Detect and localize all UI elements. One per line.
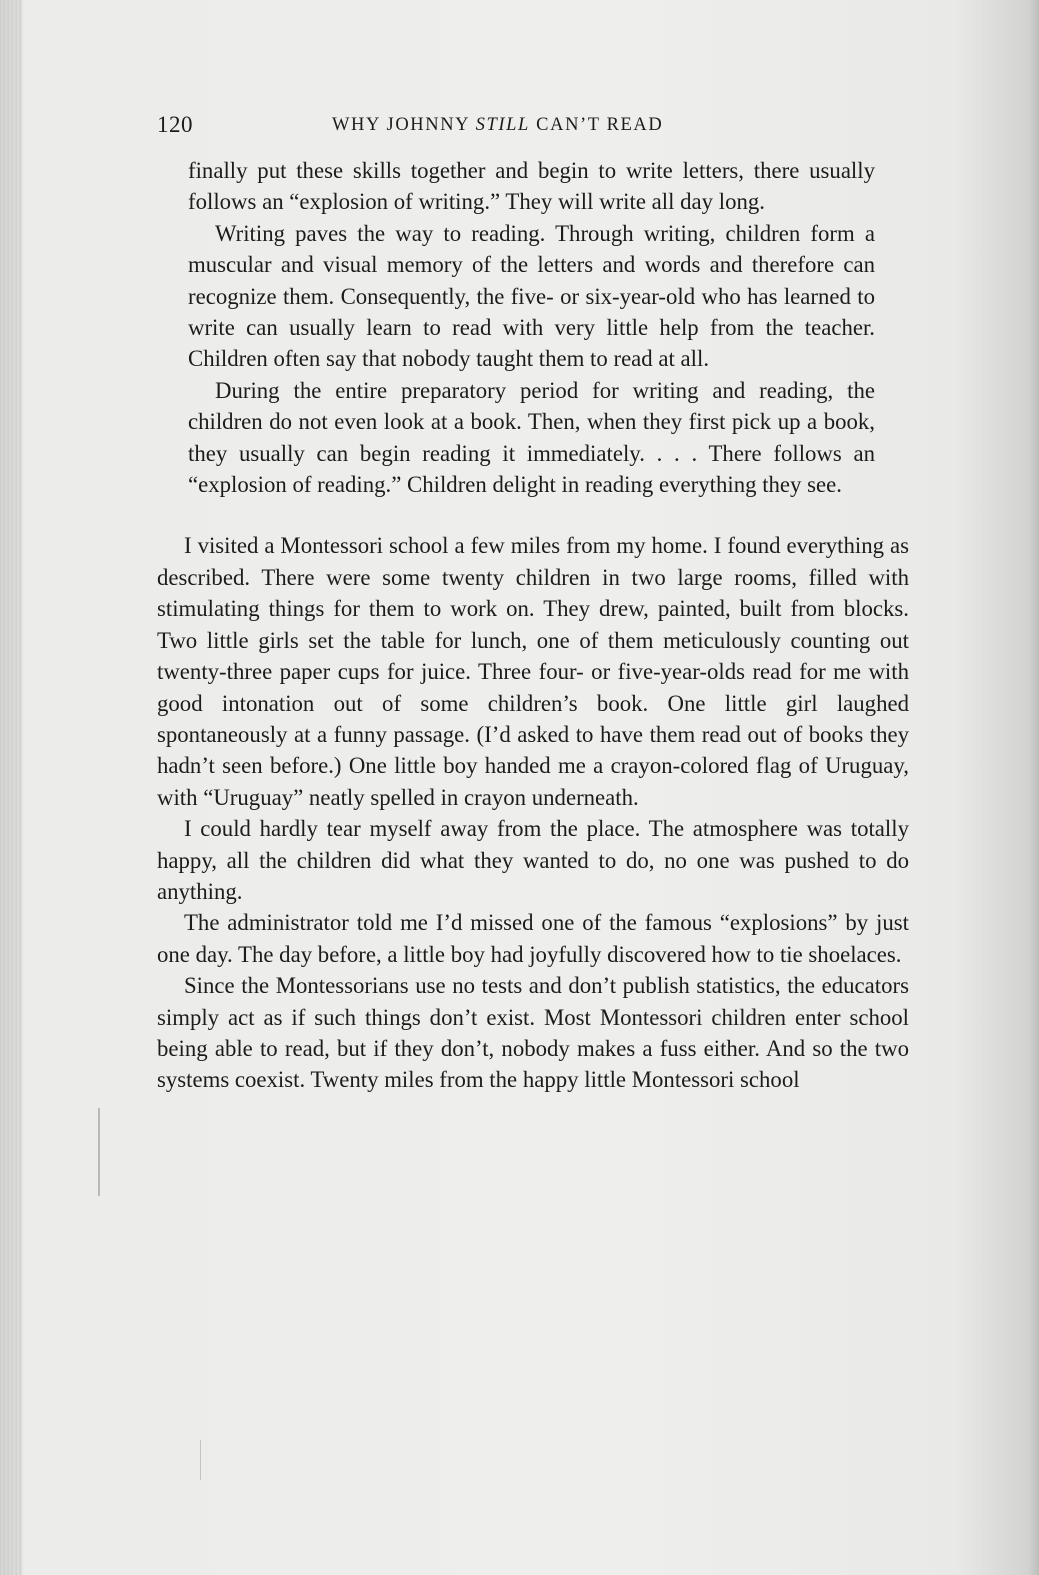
book-title-part-2: CAN’T READ bbox=[529, 115, 664, 135]
quote-paragraph: Writing paves the way to reading. Through writing, children form a muscular and visual memory of the letters and words and therefore can recognize them. Consequently, the five- or six-year-old who has learned to write can usually learn to read with very little help from the teacher. Children often say that nobody taught them to read at all. bbox=[188, 220, 875, 372]
quote-paragraph: finally put these skills together and begin to write letters, there usually follows an “explosion of writing.” They will write all day long. bbox=[188, 158, 875, 215]
section-gap bbox=[157, 500, 909, 530]
book-title-italic: STILL bbox=[475, 115, 530, 135]
body-paragraph: I visited a Montessori school a few miles from my home. I found everything as described. There were some twenty children in two large rooms, filled with stimulating things for them to work on. They drew, painted, built from blocks. Two little girls set the table for lunch, one of them meticulously counting out twenty-three paper cups for juice. Three four- or five-year-olds read for me with good intonation out of some children’s book. One little girl laughed spontaneously at a funny passage. (I’d asked to have them read out of books they hadn’t seen before.) One little boy handed me a crayon-colored flag of Uruguay, with “Uruguay” neatly spelled in crayon underneath. bbox=[157, 533, 909, 810]
body-paragraph: Since the Montessorians use no tests and don’t publish statistics, the educators simply act as if such things don’t exist. Most Montessori children enter school being able to read, but if they don’t, nobody makes a fuss either. And so the two systems coexist. Twenty miles from the happy little Montessori school bbox=[157, 973, 909, 1093]
text-block bbox=[157, 155, 909, 1096]
margin-mark bbox=[98, 1108, 100, 1196]
block-quote bbox=[188, 155, 875, 500]
page-edge bbox=[0, 0, 22, 1575]
running-head bbox=[157, 112, 909, 144]
margin-mark bbox=[200, 1440, 201, 1480]
page-number: 120 bbox=[157, 112, 193, 137]
body-paragraph: The administrator told me I’d missed one of the famous “explosions” by just one day. The day before, a little boy had joyfully discovered how to tie shoelaces. bbox=[157, 910, 909, 967]
quote-paragraph: During the entire preparatory period for writing and reading, the children do not even look at a book. Then, when they first pick up a book, they usually can begin reading it immediately. . . . There follows an “explosion of reading.” Children delight in reading everything they see. bbox=[188, 377, 875, 498]
book-title-part-1: WHY JOHNNY bbox=[332, 115, 476, 135]
book-title bbox=[332, 115, 663, 136]
body-paragraph: I could hardly tear myself away from the place. The atmosphere was totally happy, all the children did what they wanted to do, no one was pushed to do anything. bbox=[157, 816, 909, 904]
